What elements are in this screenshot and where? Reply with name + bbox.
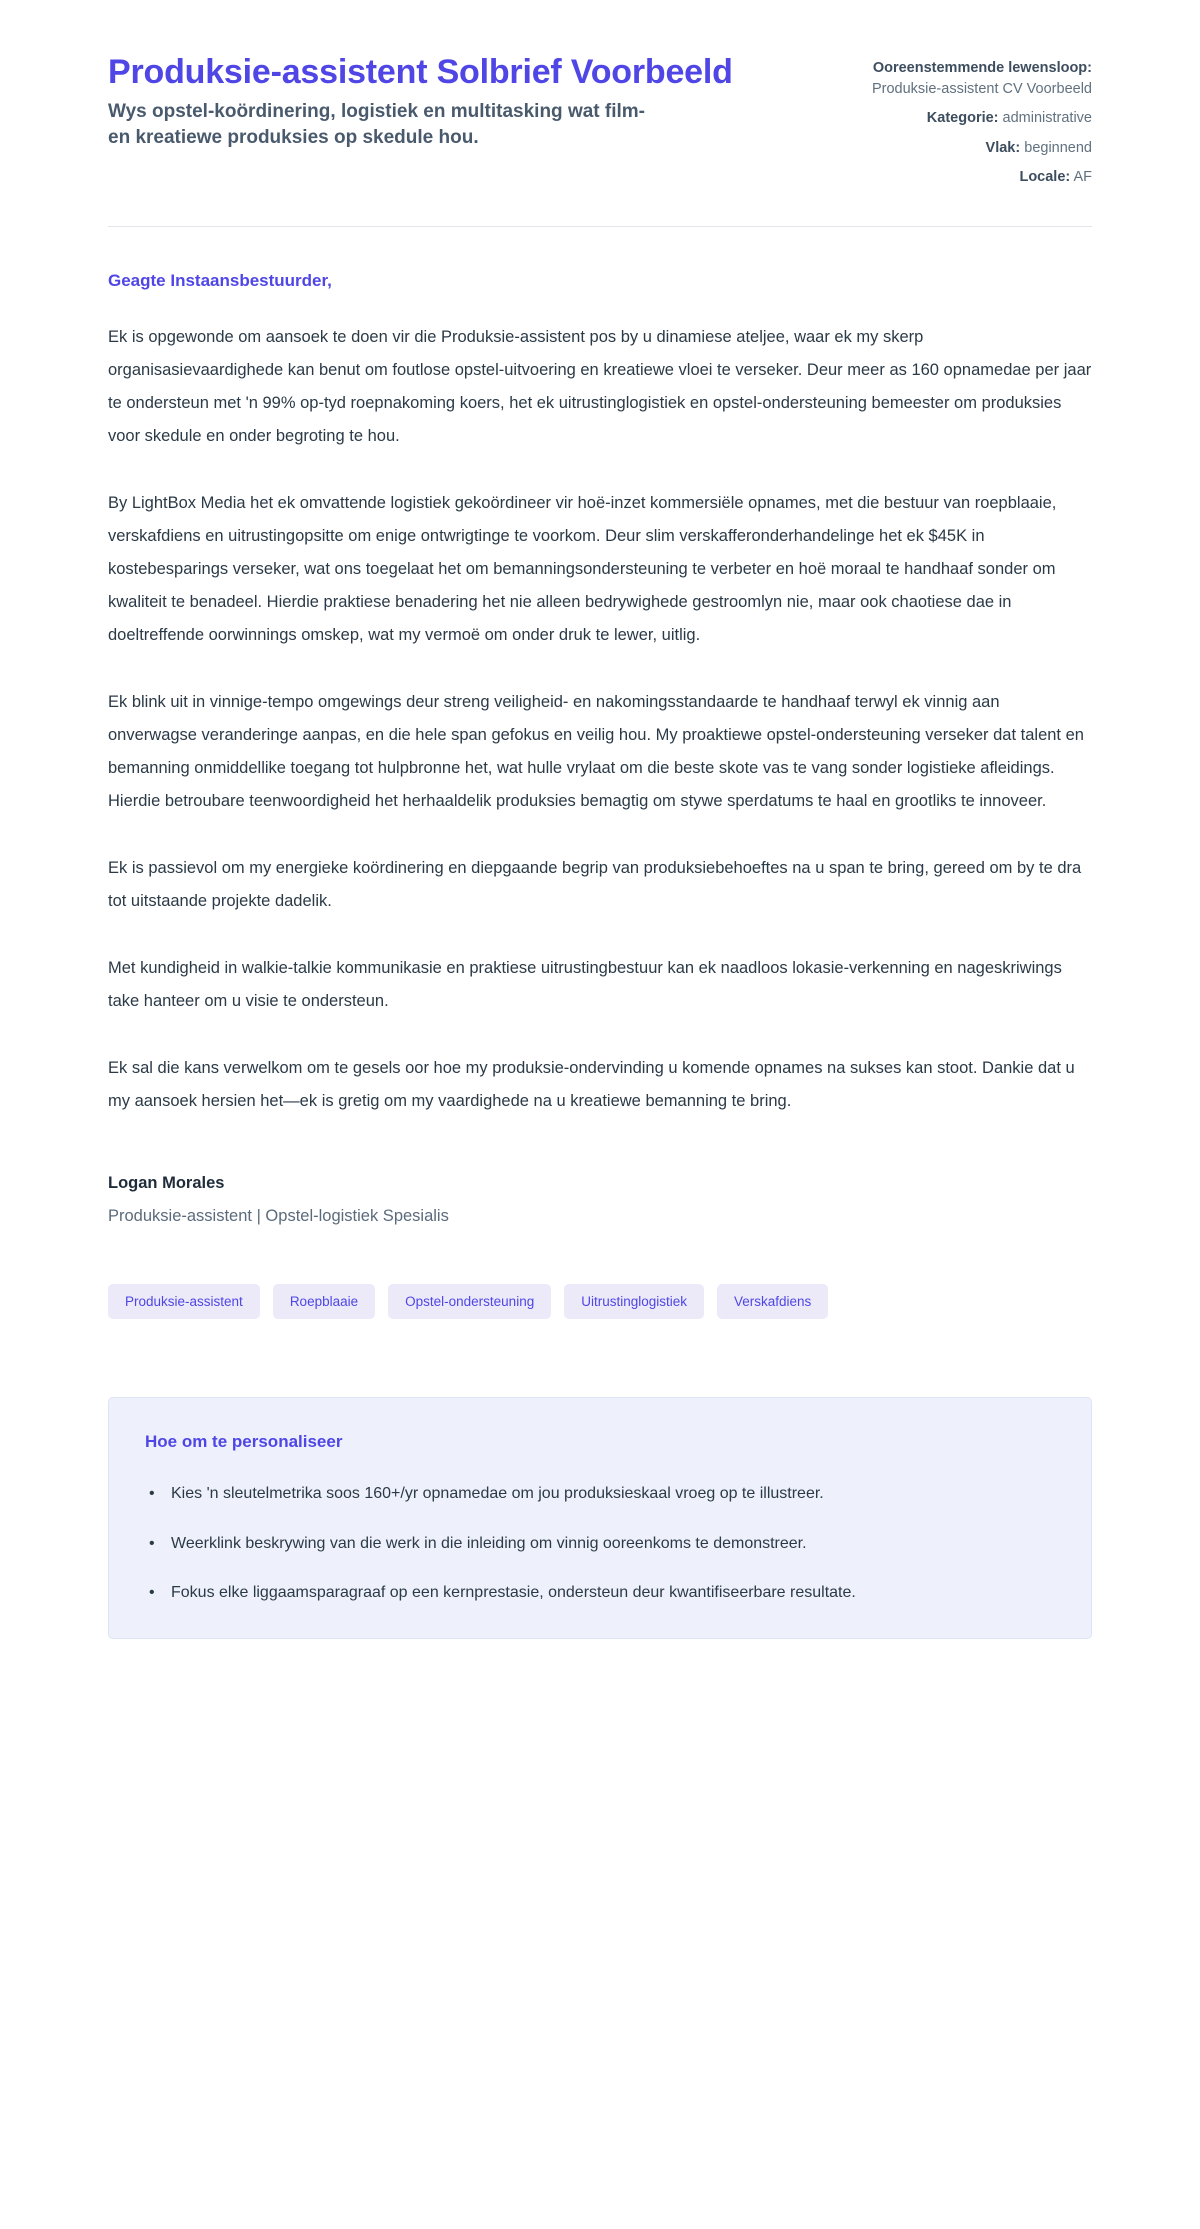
tag-chip[interactable]: Verskafdiens bbox=[717, 1284, 828, 1320]
meta-row-category bbox=[842, 108, 1092, 129]
tips-list bbox=[145, 1478, 1055, 1608]
letter-paragraph: By LightBox Media het ek omvattende logistiek gekoördineer vir hoë-inzet kommersiële opnames, met die bestuur van roepblaaie, verskafdiens en uitrustingopsitte om enige ontwrigtinge te voorkom. Deur slim verskafferonderhandelinge het ek $45K in kostebesparings verseker, wat ons toegelaat het om bemanningsondersteuning te verbeter en hoë moraal te handhaaf sonder om kwaliteit te benadeel. Hierdie praktiese benadering het nie alleen bedrywighede gestroomlyn nie, maar ook chaotiese dae in doeltreffende oorwinnings omskep, wat my vermoë om onder druk te lewer, uitlig. bbox=[108, 493, 1057, 644]
meta-value-level: beginnend bbox=[1024, 139, 1092, 156]
tips-list-item: • Weerklink beskrywing van die werk in die inleiding om vinnig ooreenkoms te demonstreer. bbox=[145, 1528, 1055, 1559]
letter-paragraph: Ek sal die kans verwelkom om te gesels oor hoe my produksie-ondervinding u komende opnames na sukses kan stoot. Dankie dat u my aansoek hersien het—ek is gretig om my vaardighede na u kreatiewe bemanning te bring. bbox=[108, 1058, 1075, 1110]
letter-paragraph: Ek is passievol om my energieke koördinering en diepgaande begrip van produksiebehoeftes na u span te bring, gereed om by te dra tot uitstaande projekte dadelik. bbox=[108, 858, 1082, 910]
tag-chip[interactable]: Produksie-assistent bbox=[108, 1284, 260, 1320]
page-header bbox=[108, 52, 1092, 188]
personalization-tips-panel bbox=[108, 1397, 1092, 1639]
letter-salutation: Geagte Instaansbestuurder, bbox=[108, 270, 332, 290]
signature-name: Logan Morales bbox=[108, 1173, 225, 1192]
tag-chip[interactable]: Roepblaaie bbox=[273, 1284, 375, 1320]
header-title-block bbox=[108, 52, 748, 151]
letter-paragraph: Ek is opgewonde om aansoek te doen vir die Produksie-assistent pos by u dinamiese ateljee, waar ek my skerp organisasievaardighede kan benut om foutlose opstel-uitvoering en kreatiewe vloei te verseker. Deur meer as 160 opnamedae per jaar te ondersteun met 'n 99% op-tyd roepnakoming koers, het ek uitrustinglogistiek en opstel-ondersteuning bemeester om produksies voor skedule en onder begroting te hou. bbox=[108, 327, 1092, 445]
meta-row-level bbox=[842, 138, 1092, 159]
meta-label-matching-resume: Ooreenstemmende lewensloop: bbox=[872, 60, 1092, 76]
signature-block bbox=[108, 1174, 1092, 1226]
meta-value-matching-resume: Produksie-assistent CV Voorbeeld bbox=[871, 80, 1092, 97]
letter-paragraph: Ek blink uit in vinnige-tempo omgewings deur streng veiligheid- en nakomingsstandaarde te handhaaf terwyl ek vinnig aan onverwagse veranderinge aanpas, en die hele span gefokus en veilig hou. My proaktiewe opstel-ondersteuning verseker dat talent en bemanning onmiddellike toegang tot hulpbronne het, wat hulle vrylaat om die beste skote vas te vang sonder logistieke afleidings. Hierdie betroubare teenwoordigheid het herhaaldelik produksies bemagtig om stywe sperdatums te haal en grootliks te innoveer. bbox=[108, 692, 1084, 810]
document-metadata bbox=[842, 52, 1092, 188]
tips-panel-title: Hoe om te personaliseer bbox=[145, 1432, 343, 1452]
tips-list-item: • Fokus elke liggaamsparagraaf op een kernprestasie, ondersteun deur kwantifiseerbare resultate. bbox=[145, 1577, 1055, 1608]
letter-paragraph: Met kundigheid in walkie-talkie kommunikasie en praktiese uitrustingbestuur kan ek naadloos lokasie-verkenning en nageskriwings take hanteer om u visie te ondersteun. bbox=[108, 958, 1062, 1010]
tag-list bbox=[108, 1284, 1092, 1320]
tag-chip[interactable]: Uitrustinglogistiek bbox=[564, 1284, 704, 1320]
page-title: Produksie-assistent Solbrief Voorbeeld bbox=[108, 53, 733, 91]
page-subtitle: Wys opstel-koördinering, logistiek en multitasking wat film- en kreatiewe produksies op skedule hou. bbox=[108, 101, 646, 149]
meta-label-level: Vlak: bbox=[985, 139, 1021, 156]
meta-value-locale: AF bbox=[1073, 169, 1092, 186]
signature-role: Produksie-assistent | Opstel-logistiek Spesialis bbox=[108, 1206, 449, 1225]
tag-chip[interactable]: Opstel-ondersteuning bbox=[388, 1284, 551, 1320]
meta-row-matching-resume bbox=[842, 58, 1092, 99]
meta-row-locale bbox=[842, 167, 1092, 188]
meta-label-category: Kategorie: bbox=[926, 110, 999, 127]
meta-value-category: administrative bbox=[1002, 110, 1092, 127]
tips-list-item: • Kies 'n sleutelmetrika soos 160+/yr opnamedae om jou produksieskaal vroeg op te illustreer. bbox=[145, 1478, 1055, 1509]
meta-label-locale: Locale: bbox=[1019, 169, 1071, 186]
cover-letter-body bbox=[108, 227, 1092, 1226]
